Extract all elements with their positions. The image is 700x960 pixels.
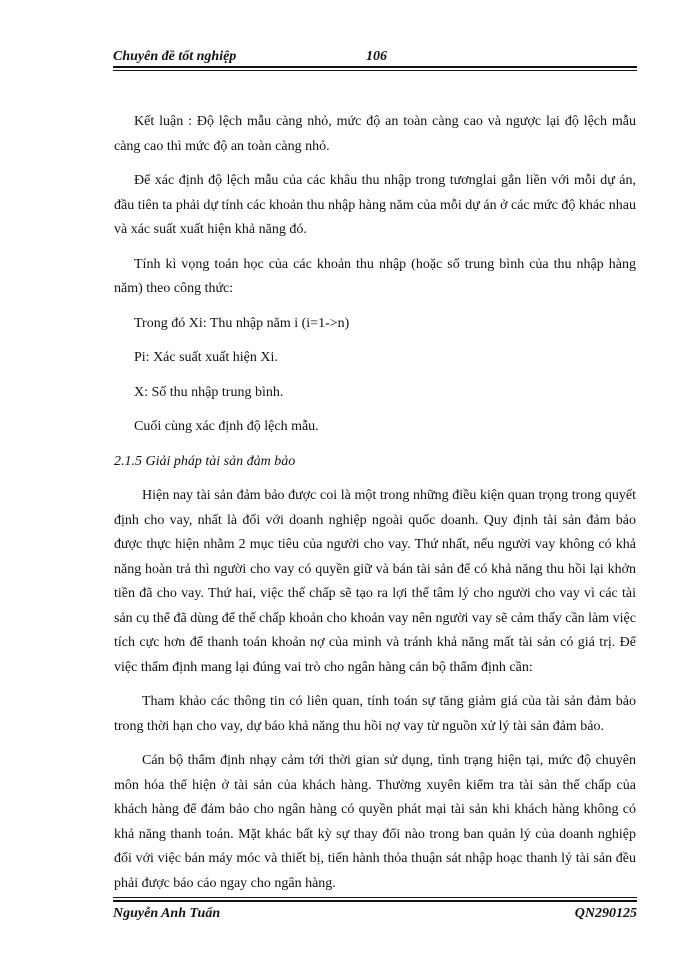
paragraph-xi-definition: Trong đó Xi: Thu nhập năm i (i=1->n): [134, 315, 350, 331]
page-header: [113, 47, 637, 67]
footer-code: QN290125: [574, 906, 637, 921]
document-body: [114, 110, 636, 906]
paragraph-x-definition: X: Số thu nhập trung bình.: [134, 384, 284, 400]
footer-author: Nguyễn Anh Tuấn: [113, 906, 221, 921]
paragraph-pi-definition: Pi: Xác suất xuất hiện Xi.: [134, 350, 278, 365]
paragraph-collateral-intro: Hiện nay tài sản đảm bảo được coi là một trong những điều kiện quan trọng trong quyết định cho vay, nhất là đối với doanh nghiệp ngoài quốc doanh. Quy định tài sản đảm bảo được thực hiện nhằm 2 mục tiêu của người cho vay. Thứ nhất, nếu người vay không có khả năng hoàn trả thì người cho vay có quyền giữ và bán tài sản để có khả năng thu hồi lại khởn tiền đã cho vay. Thứ hai, việc thế chấp sẽ tạo ra lợi thế tâm lý cho người cho vay vì các tài sản cụ thể đã dùng để thế chấp khoản cho khoản vay nên người vay sẽ cảm thấy cần làm việc tích cực hơn để thanh toán khoản nợ của mình và tránh khả năng mất tài sản có giá trị. Để việc thẩm định mang lại đúng vai trò cho ngân hàng cán bộ thẩm định cần:: [114, 488, 636, 675]
header-rule-thick: [113, 66, 637, 68]
header-rule-thin: [113, 70, 637, 71]
page-footer: [113, 906, 637, 922]
footer-rule-thick: [113, 900, 637, 902]
footer-rule-thin: [113, 897, 637, 898]
section-heading: 2.1.5 Giải pháp tài sản đảm bảo: [114, 453, 296, 469]
page-number: 106: [366, 49, 387, 64]
paragraph-final-step: Cuối cùng xác định độ lệch mẫu.: [134, 419, 319, 434]
paragraph-conclusion: Kết luận : Độ lệch mẫu càng nhỏ, mức độ an toàn càng cao và ngược lại độ lệch mẫu càng cao thì mức độ an toàn càng nhỏ.: [114, 114, 636, 154]
paragraph-determine-deviation: Để xác định độ lệch mẫu của các khâu thu nhập trong tươnglai gắn liền với mỗi dự án, đầu tiên ta phải dự tính các khoản thu nhập hàng năm của mỗi dự án ở các mức độ khác nhau và xác suất xuất hiện khả năng đó.: [114, 173, 636, 237]
paragraph-appraiser-duties: Cán bộ thẩm định nhạy cảm tới thời gian sử dụng, tình trạng hiện tại, mức độ chuyên môn hóa thể hiện ở tài sản của khách hàng. Thường xuyên kiểm tra tài sản thế chấp của khách hàng để đảm bảo cho ngân hàng có quyền phát mại tài sản khi khách hàng không có khả năng thanh toán. Mặt khác bất kỳ sự thay đổi nào trong ban quản lý của doanh nghiệp đối với việc bán máy móc và thiết bị, tiến hành thỏa thuận sát nhập hoạc thanh lý tài sản đều phải được báo cáo ngay cho ngân hàng.: [114, 753, 636, 891]
paragraph-reference-info: Tham khảo các thông tin có liên quan, tính toán sự tăng giảm giá của tài sản đảm bảo trong thời hạn cho vay, dự báo khả năng thu hồi nợ vay từ nguồn xử lý tài sản đảm bảo.: [114, 694, 636, 734]
header-title: Chuyên đề tốt nghiệp: [113, 49, 237, 64]
paragraph-expected-value: Tính kì vọng toán học của các khoản thu nhập (hoặc số trung bình của thu nhập hàng năm) theo công thức:: [114, 256, 636, 296]
